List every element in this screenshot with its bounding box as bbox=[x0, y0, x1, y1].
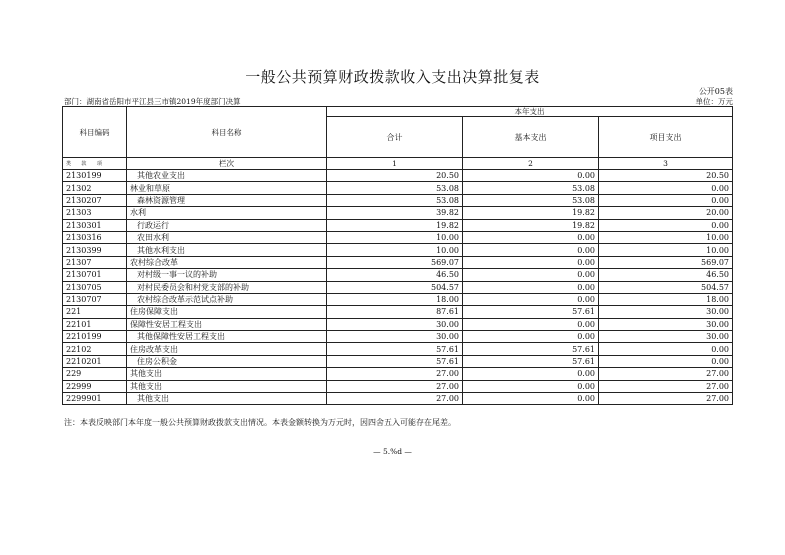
table-row bbox=[63, 318, 733, 330]
cell-project: 569.07 bbox=[599, 256, 733, 268]
cell-project: 46.50 bbox=[599, 269, 733, 281]
cell-project: 30.00 bbox=[599, 306, 733, 318]
cell-name: 其他保障性安居工程支出 bbox=[127, 331, 327, 343]
header-total: 合计 bbox=[327, 117, 463, 158]
cell-project: 20.50 bbox=[599, 170, 733, 182]
cell-project: 10.00 bbox=[599, 231, 733, 243]
cell-basic: 53.08 bbox=[463, 194, 599, 206]
cell-code: 2130199 bbox=[63, 170, 127, 182]
cell-basic: 57.61 bbox=[463, 306, 599, 318]
cell-code: 221 bbox=[63, 306, 127, 318]
cell-basic: 0.00 bbox=[463, 368, 599, 380]
code-sub-class: 类 bbox=[66, 161, 72, 167]
cell-code: 22102 bbox=[63, 343, 127, 355]
cell-code: 22101 bbox=[63, 318, 127, 330]
cell-total: 39.82 bbox=[327, 207, 463, 219]
cell-project: 0.00 bbox=[599, 355, 733, 367]
page-title: 一般公共预算财政拨款收入支出决算批复表 bbox=[245, 68, 540, 86]
table-row bbox=[63, 331, 733, 343]
table-row bbox=[63, 207, 733, 219]
cell-project: 504.57 bbox=[599, 281, 733, 293]
code-sub-item: 项 bbox=[96, 161, 102, 167]
header-name: 科目名称 bbox=[127, 107, 327, 158]
cell-total: 27.00 bbox=[327, 368, 463, 380]
cell-name: 对村级一事一议的补助 bbox=[127, 269, 327, 281]
footnote: 注：本表反映部门本年度一般公共预算财政拨款支出情况。本表金额转换为万元时，因四舍五入可能存在尾差。 bbox=[64, 418, 456, 427]
header-col-3: 3 bbox=[599, 158, 733, 170]
cell-basic: 0.00 bbox=[463, 256, 599, 268]
cell-name: 其他支出 bbox=[127, 368, 327, 380]
table-row bbox=[63, 380, 733, 392]
cell-name: 林业和草原 bbox=[127, 182, 327, 194]
department-label: 部门：湖南省岳阳市平江县三市镇2019年度部门决算 bbox=[64, 97, 241, 106]
cell-code: 2130701 bbox=[63, 269, 127, 281]
cell-name: 其他支出 bbox=[127, 380, 327, 392]
table-row bbox=[63, 231, 733, 243]
cell-name: 森林资源管理 bbox=[127, 194, 327, 206]
cell-project: 0.00 bbox=[599, 219, 733, 231]
cell-code: 2210201 bbox=[63, 355, 127, 367]
cell-basic: 19.82 bbox=[463, 207, 599, 219]
table-row bbox=[63, 368, 733, 380]
cell-total: 30.00 bbox=[327, 331, 463, 343]
table-row bbox=[63, 182, 733, 194]
cell-basic: 0.00 bbox=[463, 293, 599, 305]
cell-basic: 57.61 bbox=[463, 343, 599, 355]
cell-project: 20.00 bbox=[599, 207, 733, 219]
cell-total: 504.57 bbox=[327, 281, 463, 293]
table-row bbox=[63, 293, 733, 305]
header-col-label: 栏次 bbox=[127, 158, 327, 170]
header-project: 项目支出 bbox=[599, 117, 733, 158]
cell-total: 30.00 bbox=[327, 318, 463, 330]
cell-total: 57.61 bbox=[327, 343, 463, 355]
table-row bbox=[63, 393, 733, 405]
cell-name: 其他支出 bbox=[127, 393, 327, 405]
cell-name: 行政运行 bbox=[127, 219, 327, 231]
cell-total: 46.50 bbox=[327, 269, 463, 281]
cell-name: 农村综合改革示范试点补助 bbox=[127, 293, 327, 305]
cell-total: 19.82 bbox=[327, 219, 463, 231]
cell-project: 0.00 bbox=[599, 343, 733, 355]
table-row bbox=[63, 269, 733, 281]
cell-basic: 0.00 bbox=[463, 331, 599, 343]
cell-project: 30.00 bbox=[599, 318, 733, 330]
cell-basic: 0.00 bbox=[463, 393, 599, 405]
cell-code: 2130705 bbox=[63, 281, 127, 293]
cell-basic: 0.00 bbox=[463, 318, 599, 330]
cell-total: 87.61 bbox=[327, 306, 463, 318]
cell-code: 2299901 bbox=[63, 393, 127, 405]
cell-basic: 0.00 bbox=[463, 380, 599, 392]
cell-code: 22999 bbox=[63, 380, 127, 392]
header-group: 本年支出 bbox=[327, 107, 733, 117]
table-row bbox=[63, 306, 733, 318]
cell-total: 18.00 bbox=[327, 293, 463, 305]
cell-code: 21303 bbox=[63, 207, 127, 219]
cell-project: 27.00 bbox=[599, 380, 733, 392]
cell-project: 30.00 bbox=[599, 331, 733, 343]
cell-project: 10.00 bbox=[599, 244, 733, 256]
cell-code: 2130707 bbox=[63, 293, 127, 305]
table-row bbox=[63, 219, 733, 231]
cell-total: 57.61 bbox=[327, 355, 463, 367]
cell-code: 2130316 bbox=[63, 231, 127, 243]
cell-name: 其他农业支出 bbox=[127, 170, 327, 182]
table-row bbox=[63, 343, 733, 355]
cell-basic: 0.00 bbox=[463, 231, 599, 243]
cell-basic: 53.08 bbox=[463, 182, 599, 194]
cell-name: 水利 bbox=[127, 207, 327, 219]
cell-project: 18.00 bbox=[599, 293, 733, 305]
form-code: 公开05表 bbox=[698, 87, 733, 96]
cell-name: 农村综合改革 bbox=[127, 256, 327, 268]
table-row bbox=[63, 281, 733, 293]
header-code: 科目编码 bbox=[63, 107, 127, 158]
cell-total: 20.50 bbox=[327, 170, 463, 182]
cell-name: 住房改革支出 bbox=[127, 343, 327, 355]
cell-basic: 0.00 bbox=[463, 269, 599, 281]
cell-project: 0.00 bbox=[599, 182, 733, 194]
code-sub-section: 款 bbox=[81, 161, 87, 167]
cell-code: 21302 bbox=[63, 182, 127, 194]
cell-name: 保障性安居工程支出 bbox=[127, 318, 327, 330]
page-number: — 5.%d — bbox=[373, 447, 412, 456]
cell-total: 27.00 bbox=[327, 380, 463, 392]
table-row bbox=[63, 170, 733, 182]
cell-basic: 19.82 bbox=[463, 219, 599, 231]
cell-project: 27.00 bbox=[599, 393, 733, 405]
budget-table bbox=[62, 106, 733, 405]
cell-name: 住房保障支出 bbox=[127, 306, 327, 318]
cell-basic: 0.00 bbox=[463, 281, 599, 293]
cell-project: 0.00 bbox=[599, 194, 733, 206]
header-basic: 基本支出 bbox=[463, 117, 599, 158]
cell-name: 住房公积金 bbox=[127, 355, 327, 367]
cell-basic: 0.00 bbox=[463, 170, 599, 182]
unit-label: 单位：万元 bbox=[695, 97, 733, 106]
cell-code: 2130301 bbox=[63, 219, 127, 231]
cell-basic: 57.61 bbox=[463, 355, 599, 367]
cell-total: 10.00 bbox=[327, 244, 463, 256]
header-col-1: 1 bbox=[327, 158, 463, 170]
cell-project: 27.00 bbox=[599, 368, 733, 380]
cell-code: 229 bbox=[63, 368, 127, 380]
table-row bbox=[63, 355, 733, 367]
cell-total: 569.07 bbox=[327, 256, 463, 268]
cell-basic: 0.00 bbox=[463, 244, 599, 256]
cell-code: 2130207 bbox=[63, 194, 127, 206]
cell-code: 2210199 bbox=[63, 331, 127, 343]
table-row bbox=[63, 194, 733, 206]
cell-name: 其他水利支出 bbox=[127, 244, 327, 256]
cell-total: 10.00 bbox=[327, 231, 463, 243]
cell-total: 53.08 bbox=[327, 194, 463, 206]
table-row bbox=[63, 256, 733, 268]
cell-name: 对村民委员会和村党支部的补助 bbox=[127, 281, 327, 293]
cell-code: 2130399 bbox=[63, 244, 127, 256]
table-row bbox=[63, 244, 733, 256]
cell-total: 27.00 bbox=[327, 393, 463, 405]
header-col-2: 2 bbox=[463, 158, 599, 170]
cell-name: 农田水利 bbox=[127, 231, 327, 243]
header-code-sub bbox=[63, 158, 127, 170]
cell-code: 21307 bbox=[63, 256, 127, 268]
cell-total: 53.08 bbox=[327, 182, 463, 194]
